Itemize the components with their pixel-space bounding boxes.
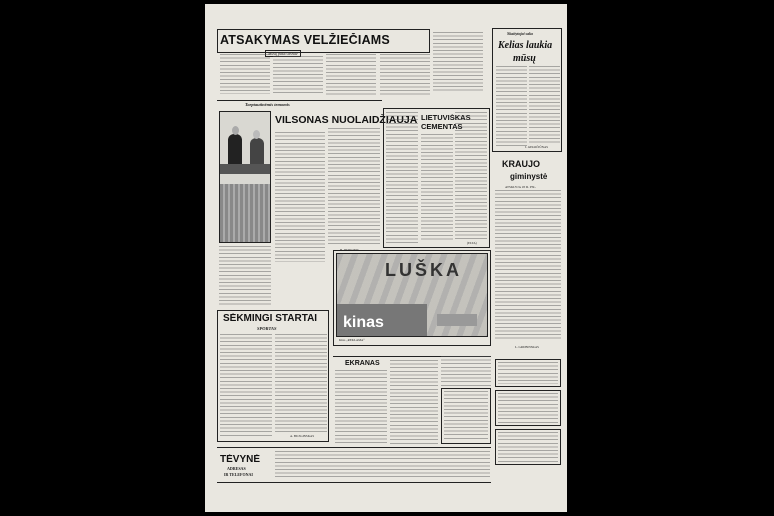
kelias-kicker: Skaitytojai sako — [507, 31, 534, 36]
kelias-title-2: mūsų — [513, 53, 536, 64]
footer-sub-2: IR TELEFONAI — [224, 472, 253, 477]
ekranas-title: EKRANAS — [345, 360, 380, 367]
kraujo-title: KRAUJO — [502, 159, 541, 169]
cementas-author: (ELTA) — [467, 241, 477, 245]
newspaper-page — [205, 4, 567, 512]
kino-sign: kinas — [343, 314, 384, 331]
startai-kicker: SPORTAS — [257, 326, 277, 331]
kraujo-title-2: giminystė — [510, 172, 548, 181]
kraujo-author: L. GRUBINSKAS — [515, 345, 539, 349]
cementas-title: LIETUVIŠKAS — [421, 114, 471, 122]
footer-sub: ADRESAS — [227, 466, 246, 471]
headline-main: ATSAKYMAS VELŽIEČIAMS — [220, 33, 390, 47]
headline-subtitle: Mūsų pašto dėžutė — [265, 50, 301, 57]
photo-people — [219, 111, 271, 243]
section-international: Tarptautinėmis temomis — [245, 102, 290, 107]
cementas-title-2: CEMENTAS — [421, 123, 463, 131]
vilsonas-author: B. PETRONIS — [340, 248, 359, 252]
kelias-author: J. ATKOČIŪNAS — [525, 145, 549, 149]
footer-masthead: TĖVYNĖ — [220, 454, 261, 465]
kelias-title: Kelias laukia — [498, 40, 553, 51]
kino-reklama-photo — [336, 253, 488, 337]
kraujo-dateline: ATSKLYJA 18 D. PSL. — [505, 185, 537, 189]
kino-caption: Kino „REKLAMA“ — [339, 338, 365, 342]
luska-sign: LUŠKA — [385, 260, 462, 280]
startai-author: A. BUZGINSKAS — [290, 434, 315, 438]
startai-title: SĖKMINGI STARTAI — [223, 313, 318, 324]
vilsonas-title: VILSONAS NUOLAIDŽIAUJA — [275, 114, 418, 126]
